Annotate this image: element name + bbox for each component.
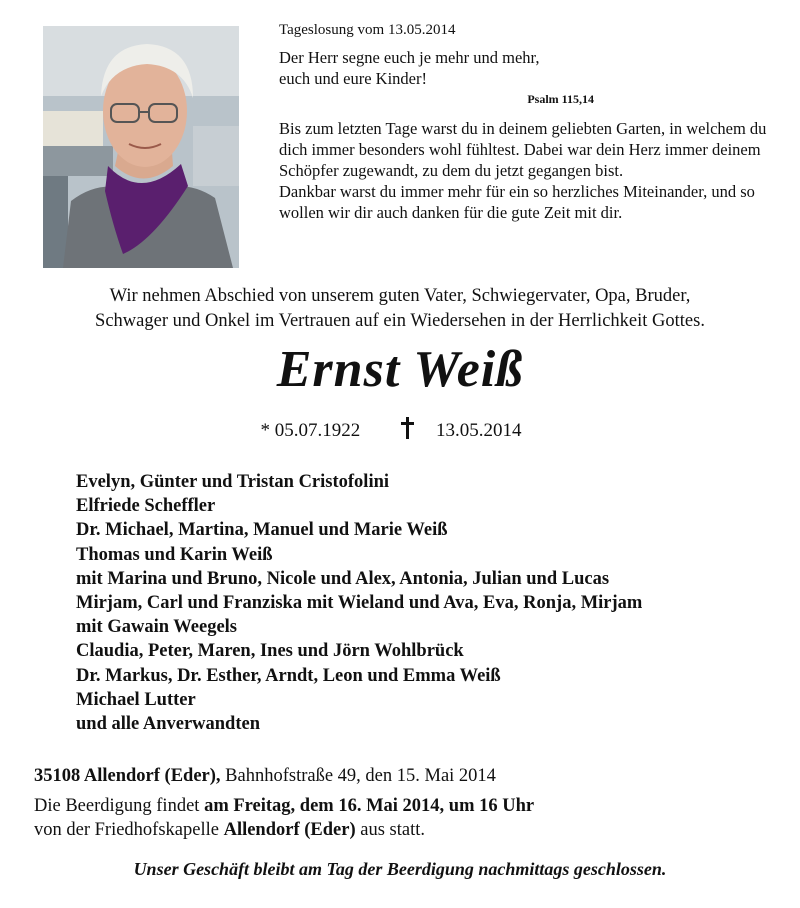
mourner-line: Thomas und Karin Weiß — [76, 544, 273, 565]
death-date-group — [401, 420, 540, 441]
mourner-line: Michael Lutter — [76, 689, 196, 710]
funeral-time: am Freitag, dem 16. Mai 2014, um 16 Uhr — [204, 796, 535, 816]
portrait-photo — [43, 26, 239, 268]
funeral-line2-prefix: von der Friedhofskapelle — [34, 819, 224, 840]
mourner-line: Evelyn, Günter und Tristan Cristofolini — [76, 472, 390, 492]
mourner-line: Elfriede Scheffler — [76, 496, 216, 517]
funeral-prefix: Die Beerdigung findet — [34, 796, 205, 816]
verse-line-1: Der Herr segne euch je mehr und mehr, — [279, 48, 540, 67]
mourner-line: Dr. Michael, Martina, Manuel und Marie Weiß — [76, 520, 448, 541]
verse-date: Tageslosung vom 13.05.2014 — [279, 22, 456, 38]
tribute-paragraph-2: Dankbar warst du immer mehr für ein so herzliches Miteinander, und so wollen wir dir auch danken für die gute Zeit mit dir. — [279, 182, 755, 222]
mourner-line: Dr. Markus, Dr. Esther, Arndt, Leon und Emma Weiß — [76, 665, 501, 686]
tribute-paragraph-1: Bis zum letzten Tage warst du in deinem geliebten Garten, in welchem du dich immer besonders wohl fühltest. Dabei war dein Herz immer deinem Schöpfer zugewandt, zu dem du jetzt gegangen bist. — [279, 119, 767, 180]
closing-note: Unser Geschäft bleibt am Tag der Beerdigung nachmittags geschlossen. — [133, 859, 667, 879]
mourner-line: Claudia, Peter, Maren, Ines und Jörn Wohlbrück — [76, 641, 464, 662]
funeral-line2-suffix: aus statt. — [355, 819, 426, 840]
farewell-line-2: Schwager und Onkel im Vertrauen auf ein Wiedersehen in der Herrlichkeit Gottes. — [95, 311, 705, 331]
funeral-location: Allendorf (Eder) — [223, 819, 356, 840]
cross-icon — [401, 417, 414, 439]
mourners-list — [76, 470, 642, 736]
address-line — [34, 764, 496, 788]
verse-reference: Psalm 115,14 — [527, 92, 594, 106]
address-place: 35108 Allendorf (Eder), — [34, 766, 221, 786]
address-rest: Bahnhofstraße 49, den 15. Mai 2014 — [220, 766, 496, 786]
funeral-info — [34, 795, 534, 842]
mourner-line: mit Marina und Bruno, Nicole und Alex, Antonia, Julian und Lucas — [76, 568, 610, 589]
funeral-line-2 — [34, 819, 534, 843]
birth-date: * 05.07.1922 — [260, 420, 361, 441]
life-dates — [0, 417, 800, 442]
farewell-line-1: Wir nehmen Abschied von unserem guten Vater, Schwiegervater, Opa, Bruder, — [109, 286, 691, 306]
deceased-name: Ernst Weiß — [276, 341, 524, 398]
daily-verse-block — [279, 22, 784, 223]
funeral-line-1 — [34, 795, 534, 819]
mourner-line: mit Gawain Weegels — [76, 617, 238, 638]
farewell-text — [0, 284, 800, 334]
verse-line-2: euch und eure Kinder! — [279, 69, 427, 88]
mourner-line: und alle Anverwandten — [76, 714, 261, 735]
mourner-line: Mirjam, Carl und Franziska mit Wieland und Ava, Eva, Ronja, Mirjam — [76, 593, 643, 614]
death-date: 13.05.2014 — [436, 420, 522, 441]
